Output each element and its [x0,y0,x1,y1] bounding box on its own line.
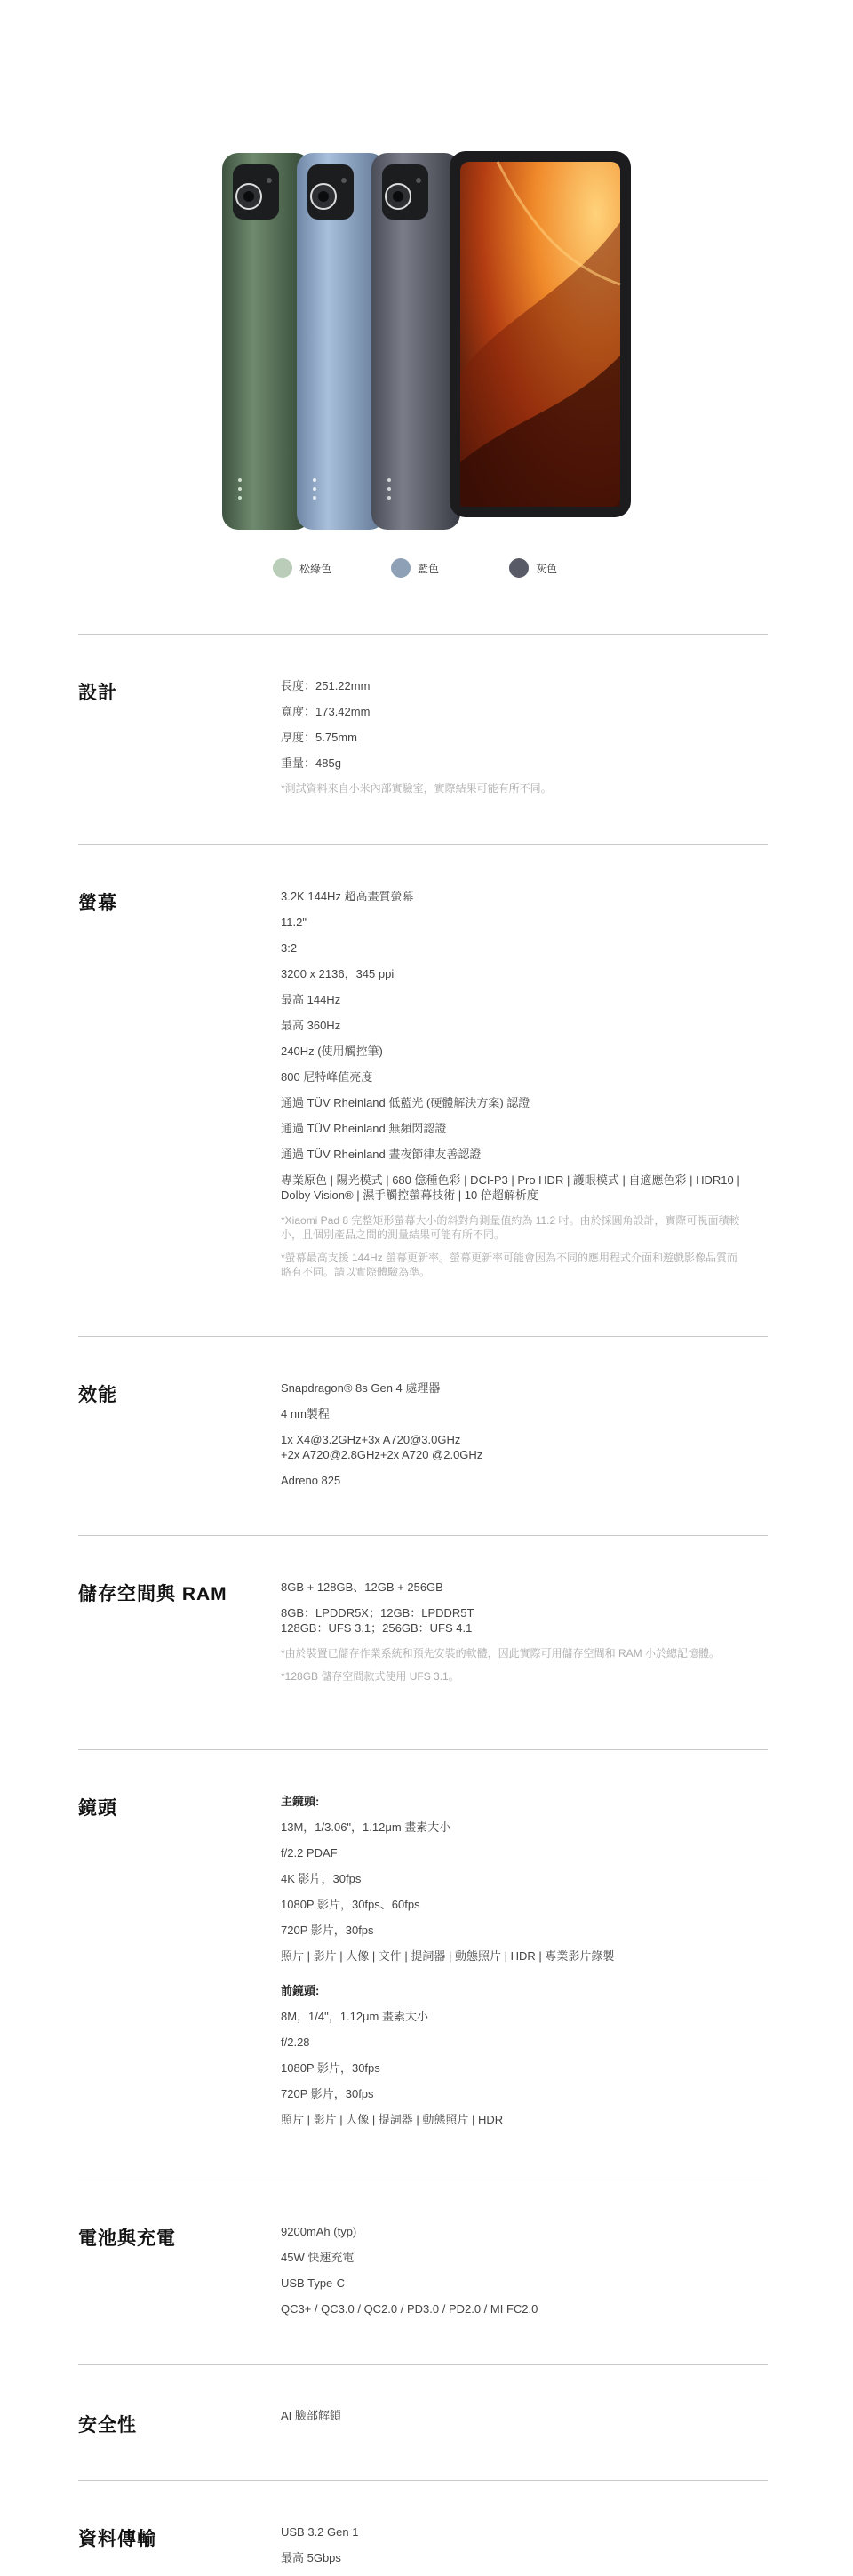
spec-line: 3200 x 2136，345 ppi [281,967,395,980]
section-divider [78,2364,768,2365]
front-camera-label: 前鏡頭: [281,1984,320,1997]
spec-line: USB 3.2 Gen 1 [281,2525,359,2539]
spec-line: 9200mAh (typ) [281,2225,357,2238]
footnote: *螢幕最高支援 144Hz 螢幕更新率。螢幕更新率可能會因為不同的應用程式介面和遊戲影像品質而略有不同。請以實際體驗為準。 [281,1252,738,1278]
section-divider [78,1336,768,1337]
spec-line: 45W 快速充電 [281,2251,355,2264]
cpu-line: 1x X4@3.2GHz+3x A720@3.0GHz [281,1433,461,1446]
section-title: 螢幕 [78,893,117,914]
spec-line: 11.2" [281,916,307,929]
section-body [281,2524,743,2576]
spec-line: 通過 TÜV Rheinland 低藍光 (硬體解決方案) 認證 [281,1096,530,1109]
swatch-blue [391,558,411,578]
section-body [281,889,743,1288]
section-body [281,1794,743,2138]
section-body [281,2224,743,2327]
section-title: 效能 [78,1385,117,1405]
spec-line: 1080P 影片，30fps [281,2061,380,2075]
spec-line: 照片 | 影片 | 人像 | 提詞器 | 動態照片 | HDR [281,2113,504,2126]
section-title: 安全性 [78,2415,137,2436]
spec-line: 照片 | 影片 | 人像 | 文件 | 提詞器 | 動態照片 | HDR | 專業影片錄製 [281,1949,615,1963]
spec-line: f/2.2 PDAF [281,1846,338,1860]
spec-line: 最高 360Hz [281,1019,341,1032]
spec-line: 專業原色 | 陽光模式 | 680 億種色彩 | DCI-P3 | Pro HDR | 護眼模式 | 自適應色彩 | HDR10 | Dolby Vision® | 濕手觸控螢幕技術 | 10 倍超解析度 [281,1173,740,1202]
spec-line: 厚度：5.75mm [281,731,357,744]
tablet-lineup-illustration [0,0,853,551]
color-options [0,558,853,583]
spec-line: 128GB：UFS 3.1；256GB：UFS 4.1 [281,1621,473,1635]
color-option-green[interactable] [273,558,331,578]
spec-line: 通過 TÜV Rheinland 無頻閃認證 [281,1122,447,1135]
spec-line: 長度：251.22mm [281,679,371,692]
spec-line: 800 尼特峰值亮度 [281,1070,373,1084]
spec-line: AI 臉部解鎖 [281,2409,341,2422]
swatch-gray [509,558,529,578]
color-option-gray[interactable] [509,558,557,578]
cpu-line: +2x A720@2.8GHz+2x A720 @2.0GHz [281,1448,483,1461]
tablet-gray [371,153,460,530]
spec-line: 3.2K 144Hz 超高畫質螢幕 [281,890,414,903]
section-body [281,678,743,804]
section-title: 資料傳輸 [78,2529,156,2549]
section-title: 鏡頭 [78,1798,117,1819]
section-title: 設計 [78,683,117,703]
spec-line: 寬度：173.42mm [281,705,371,718]
gpu-line: Adreno 825 [281,1474,341,1487]
spec-line: 8GB + 128GB、12GB + 256GB [281,1580,443,1594]
section-divider [78,1535,768,1536]
spec-line: 13M，1/3.06"，1.12μm 畫素大小 [281,1820,451,1834]
spec-line: 4 nm製程 [281,1407,330,1420]
spec-line: 通過 TÜV Rheinland 晝夜節律友善認證 [281,1148,482,1161]
footnote: *由於裝置已儲存作業系統和預先安裝的軟體，因此實際可用儲存空間和 RAM 小於總記憶體。 [281,1647,721,1660]
color-option-blue[interactable] [391,558,439,578]
section-divider [78,1749,768,1750]
color-label: 藍色 [418,562,440,575]
section-divider [78,844,768,845]
section-title: 電池與充電 [78,2228,176,2249]
spec-line: 8GB：LPDDR5X；12GB：LPDDR5T [281,1606,474,1620]
spec-line: 1080P 影片，30fps、60fps [281,1898,420,1911]
spec-line: 最高 5Gbps [281,2551,341,2564]
section-body [281,1580,743,1692]
section-divider [78,634,768,635]
rear-camera-label: 主鏡頭: [281,1795,320,1808]
spec-line: 720P 影片，30fps [281,1924,374,1937]
section-body [281,1380,743,1499]
spec-line: USB Type-C [281,2276,346,2290]
spec-line: f/2.28 [281,2036,310,2049]
swatch-green [273,558,292,578]
color-label: 松綠色 [299,562,332,575]
color-label: 灰色 [536,562,558,575]
spec-line: 240Hz (使用觸控筆) [281,1044,383,1058]
spacer [281,1974,743,1983]
section-title: 儲存空間與 RAM [78,1584,227,1604]
tablet-front-screen [450,151,631,517]
spec-line: 8M，1/4"，1.12μm 畫素大小 [281,2010,428,2023]
spec-line: 最高 144Hz [281,993,341,1006]
spec-line: 3:2 [281,941,298,955]
footnote: *128GB 儲存空間款式使用 UFS 3.1。 [281,1670,459,1683]
section-divider [78,2480,768,2481]
section-body [281,2408,743,2434]
spec-line: Snapdragon® 8s Gen 4 處理器 [281,1381,441,1395]
footnote: *測試資料來自小米內部實驗室，實際結果可能有所不同。 [281,782,552,795]
product-hero-image [0,0,853,622]
spec-line: 重量：485g [281,756,341,770]
footnote: *Xiaomi Pad 8 完整矩形螢幕大小的斜對角測量值約為 11.2 吋。由於採圓角設計，實際可視面積較小，且個別產品之間的測量結果可能有所不同。 [281,1214,740,1241]
spec-line: QC3+ / QC3.0 / QC2.0 / PD3.0 / PD2.0 / MI FC2.0 [281,2302,538,2316]
spec-line: 4K 影片，30fps [281,1872,362,1885]
spec-line: 720P 影片，30fps [281,2087,374,2100]
